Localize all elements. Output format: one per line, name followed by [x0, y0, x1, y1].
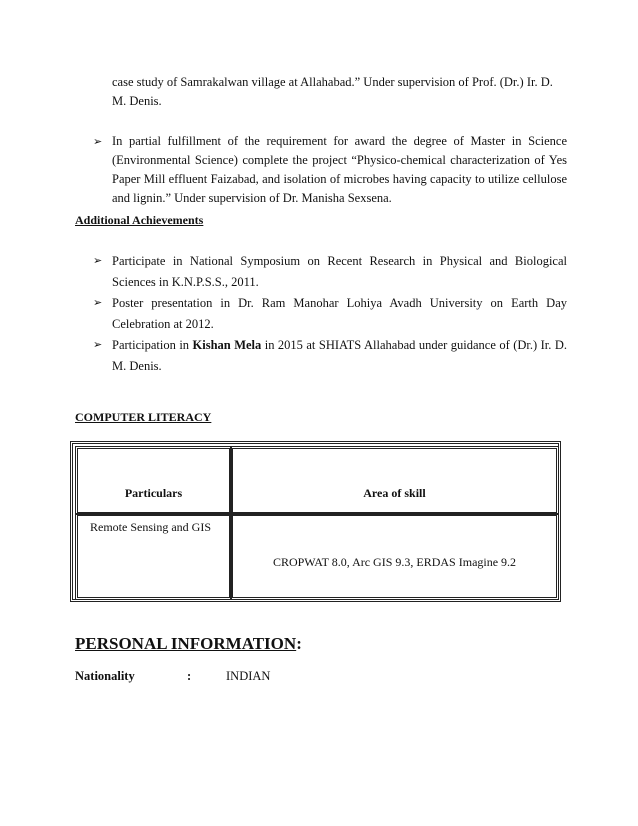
arrow-bullet-icon: ➢ — [93, 254, 103, 267]
achievement-text — [112, 335, 567, 377]
personal-info-title: PERSONAL INFORMATION — [75, 634, 297, 653]
skills-table — [70, 441, 561, 602]
cell-particular: Remote Sensing and GIS — [90, 520, 211, 534]
header-particulars: Particulars — [124, 486, 183, 500]
arrow-bullet-icon: ➢ — [93, 296, 103, 309]
project-continuation — [112, 73, 567, 111]
continuation-line-1: case study of Samrakalwan village at Allahabad.” Under supervision of Prof. (Dr.) Ir. D. — [112, 75, 553, 89]
nationality-separator: : — [187, 669, 192, 683]
achievement-text: Participate in National Symposium on Recent Research in Physical and Biological Sciences in K.N.P.S.S., 2011. — [112, 254, 567, 289]
list-item — [93, 132, 567, 208]
list-item — [93, 251, 567, 293]
achievement-text-suffix: in 2015 at SHIATS Allahabad under guidance of (Dr.) Ir. D. M. Denis. — [112, 338, 567, 373]
table-cell — [75, 513, 232, 600]
arrow-bullet-icon: ➢ — [93, 135, 103, 148]
table-header-cell — [230, 446, 559, 515]
arrow-bullet-icon: ➢ — [93, 338, 103, 351]
list-item — [93, 335, 567, 377]
personal-info-colon: : — [296, 634, 302, 653]
table-cell — [230, 513, 559, 600]
achievements-heading: Additional Achievements — [75, 213, 204, 227]
achievement-event-name: Kishan Mela — [192, 338, 262, 352]
personal-info-heading — [75, 634, 302, 654]
list-item — [93, 293, 567, 335]
achievement-text-prefix: Participation in — [112, 338, 193, 352]
header-area-of-skill: Area of skill — [363, 486, 426, 500]
cell-skill: CROPWAT 8.0, Arc GIS 9.3, ERDAS Imagine 9.2 — [272, 555, 517, 569]
continuation-line-2: M. Denis. — [112, 94, 162, 108]
nationality-value: INDIAN — [226, 669, 271, 683]
nationality-label: Nationality — [75, 669, 135, 683]
computer-literacy-heading: COMPUTER LITERACY — [75, 410, 212, 424]
achievement-text: Poster presentation in Dr. Ram Manohar Lohiya Avadh University on Earth Day Celebration at 2012. — [112, 296, 567, 331]
project-description: In partial fulfillment of the requirement for award the degree of Master in Science (Environmental Science) complete the project “Physico-chemical characterization of Yes Paper Mill effluent Faizabad, and isolation of microbes having capacity to utilize cellulose and lignin.” Under supervision of Dr. Manisha Sexsena. — [112, 134, 567, 205]
table-header-cell — [75, 446, 232, 515]
